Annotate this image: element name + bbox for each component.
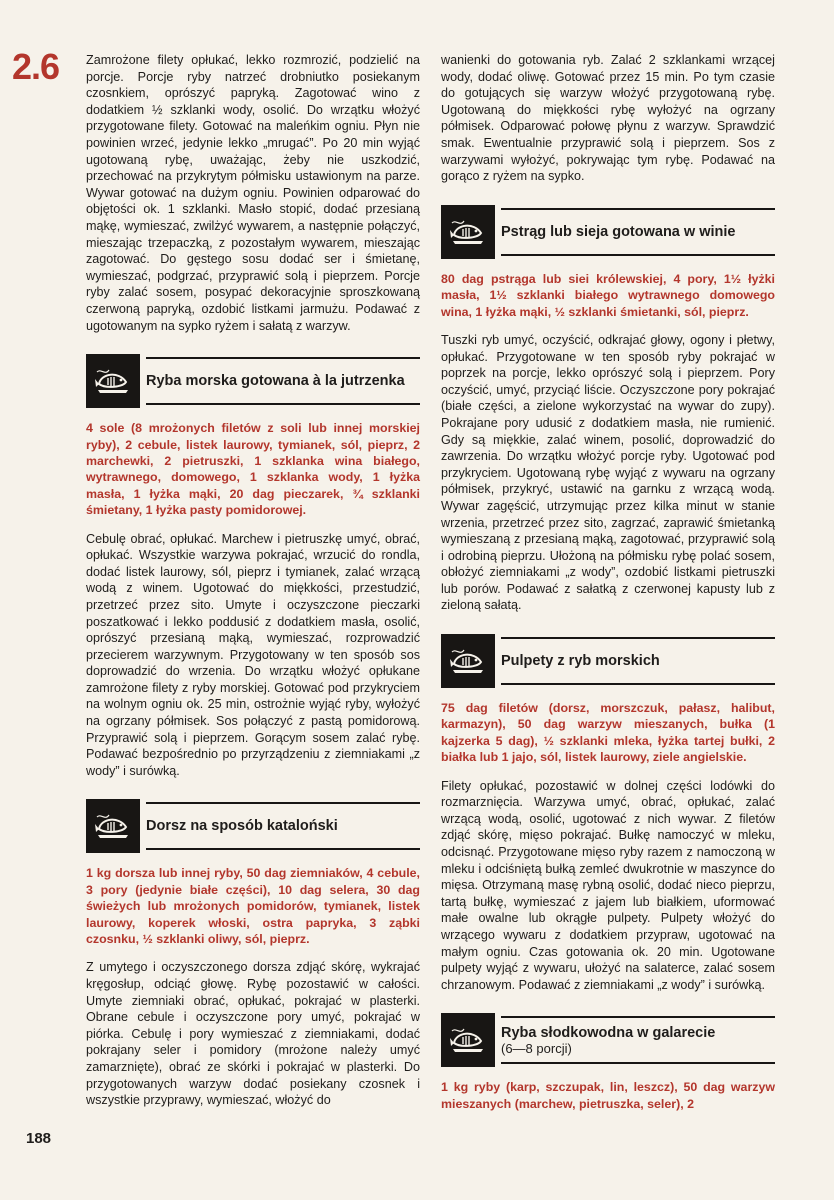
- recipe-header: [441, 205, 775, 259]
- recipe-subtitle: (6—8 porcji): [501, 1040, 572, 1056]
- recipe-title: Pstrąg lub sieja gotowana w winie: [501, 223, 736, 240]
- left-column: [86, 52, 420, 1109]
- fish-icon: [86, 354, 140, 408]
- recipe-title: Dorsz na sposób kataloński: [146, 818, 338, 835]
- right-column: [441, 52, 775, 1124]
- recipe-title: Pulpety z ryb morskich: [501, 653, 660, 670]
- recipe-ingredients: 4 sole (8 mrożonych filetów z soli lub innej morskiej ryby), 2 cebule, listek laurowy, tymianek, sól, pieprz, 2 marchewki, 2 pietruszki, 1 szklanka wina białego, wytrawnego, domowego, 1 szklanka wody, 1 łyżka masła, 1 łyżka mąki, 20 dag pieczarek, ¾ szklanki śmietany, 1 łyżka pasty pomidorowej.: [86, 421, 420, 518]
- intro-text: wanienki do gotowania ryb. Zalać 2 szklankami wrzącej wody, dodać oliwę. Gotować przez 15 min. Po tym czasie do gotujących się warzyw włożyć przygotowaną rybę. Ugotowaną do miękkości rybę wyłożyć na ogrzany półmisek. Odparować połowę płynu z warzyw. Sprawdzić smak. Ewentualnie przyprawić solą i pieprzem. Sos z warzywami wyłożyć, pokrywając tym rybę. Podawać na gorąco z ryżem na sypko.: [441, 53, 775, 184]
- recipe-pulpety: [441, 634, 775, 993]
- recipe-method: Z umytego i oczyszczonego dorsza zdjąć skórę, wykrajać kręgosłup, odciąć głowę. Rybę pozostawić w całości. Umyte ziemniaki obrać, opłukać, pokrajać w plasterki. Obrane cebule i oczyszczone pory umyć, pokrajać w piórka. Cebulę i pory wymieszać z ziemniakami, dodać pokrajany seler i pomidory (mrożone należy umyć zamarznięte), obrać ze skórki i pokrajać w plasterki. Do przygotowanych warzyw dodać posiekany czosnek i wszystkie przyprawy, wymieszać, włożyć do: [86, 960, 420, 1108]
- recipe-ingredients: 75 dag filetów (dorsz, morszczuk, pałasz, halibut, karmazyn), 50 dag warzyw mieszanych, bułka (1 kajzerka 5 dag), ½ szklanki mleka, łyżka tartej bułki, 2 białka lub 1 jajo, sól, listek laurowy, ziele angielskie.: [441, 701, 775, 765]
- recipe-header: [86, 799, 420, 853]
- section-number: 2.6: [12, 46, 60, 87]
- recipe-header: [441, 1013, 775, 1067]
- recipe-ryba-morska: [86, 354, 420, 779]
- fish-icon: [441, 634, 495, 688]
- recipe-ingredients: 1 kg ryby (karp, szczupak, lin, leszcz), 50 dag warzyw mieszanych (marchew, pietruszka, seler), 2: [441, 1080, 775, 1111]
- recipe-title: Ryba słodkowodna w galarecie: [501, 1024, 716, 1041]
- intro-text: Zamrożone filety opłukać, lekko rozmrozić, podzielić na porcje. Porcje ryby natrzeć drobniutko posiekanym czosnkiem, oprószyć papryką. Zagotować wino z dodatkiem ½ szklanki wody, osolić. Do wrzątku włożyć przygotowane filety. Gotować na maleńkim ogniu. Płyn nie powinien wrzeć, jedynie lekko „mrugać”. Po 20 min wyjąć ugotowaną rybę, uważając, żeby nie uszkodzić, przechować na przykrytym półmisku ustawionym na parze. Wywar gotować na dużym ogniu. Powinien odparować do objętości ok. 1 szklanki. Masło stopić, dodać przesianą mąkę, wymieszać, zwilżyć wywarem, a następnie połączyć, mieszając trzepaczką, z pozostałym wywarem, mieszając zagotować. Do gęstego sosu dodać ser i śmietanę, wymieszać, podgrzać, przyprawić solą i pieprzem. Porcje ryby zalać sosem, posypać dekoracyjnie sproszkowaną czerwoną papryką, ozdobić listkami jarmużu. Podawać z ugotowanym na sypko ryżem i sałatą z warzyw.: [86, 53, 420, 333]
- fish-icon: [86, 799, 140, 853]
- recipe-method: Tuszki ryb umyć, oczyścić, odkrajać głowy, ogony i płetwy, opłukać. Przygotowane w ten sposób ryby pokrajać w poprzek na porcje, lekko oprószyć solą i pieprzem. Pory oczyścić, umyć, przyciąć liście. Oczyszczone pory pokrajać (białe części, a zielone wykorzystać na wywar do zupy). Pokrajane pory udusić z dodatkiem masła, nie rumienić. Gdy są miękkie, zalać winem, posolić, doprowadzić do zawrzenia. Do wrzątku włożyć porcje ryby. Ugotować pod przykryciem. Ugotowaną rybę wyjąć z wywaru na ogrzany półmisek, przykryć, ustawić na garnku z wrzącą wodą. Wywar zagęścić, utrzymując przez kilka minut w stanie wrzenia, przetrzeć przez sito, zagrzać, zaprawić śmietanką wymieszaną z przesianą mąką, zagotować, przyprawić solą i odrobiną pieprzu. Ułożoną na półmisku rybę polać sosem, obłożyć ziemniakami „z wody”, ozdobić listkami pietruszki lub porów. Podawać z sałatką z czerwonej kapusty lub z zieloną sałatą.: [441, 332, 775, 613]
- recipe-dorsz: [86, 799, 420, 1108]
- recipe-pstrag: [441, 205, 775, 614]
- recipe-method: Cebulę obrać, opłukać. Marchew i pietruszkę umyć, obrać, opłukać. Wszystkie warzywa pokrajać, wrzucić do rondla, dodać listek laurowy, sól, pieprz i tymianek, zalać wrzącą wodą z winem. Ugotować do miękkości, przestudzić, przetrzeć przez sito. Umyte i oczyszczone pieczarki poszatkować i lekko poddusić z dodatkiem masła, osolić, oprószyć przesianą mąką, wymieszać, rozprowadzić przecierem warzywnym. Przygotowany w ten sposób sos doprowadzić do wrzenia. Do wrzątku włożyć opłukane zamrożone filety z ryby morskiej. Gotować pod przykryciem na wolnym ogniu ok. 25 min, ostrożnie wyjąć ryby, wyłożyć na ogrzany półmisek. Sos połączyć z pastą pomidorową. Przyprawić solą i pieprzem. Gorącym sosem zalać rybę. Podawać bezpośrednio po przyrządzeniu z ziemniakami „z wody” i surówką.: [86, 531, 420, 778]
- recipe-ingredients: 1 kg dorsza lub innej ryby, 50 dag ziemniaków, 4 cebule, 3 pory (jedynie białe części), 10 dag selera, 30 dag świeżych lub mrożonych pomidorów, tymianek, listek laurowy, koperek włoski, ostra papryka, 3 ząbki czosnku, ½ szklanki oliwy, sól, pieprz.: [86, 866, 420, 947]
- fish-icon: [441, 205, 495, 259]
- recipe-header: [86, 354, 420, 408]
- recipe-header: [441, 634, 775, 688]
- recipe-ingredients: 80 dag pstrąga lub siei królewskiej, 4 pory, 1½ łyżki masła, 1½ szklanki białego wytrawnego domowego wina, 1 łyżka mąki, ½ szklanki śmietanki, sól, pieprz.: [441, 271, 775, 319]
- page-number: 188: [26, 1130, 52, 1147]
- recipe-method: Filety opłukać, pozostawić w dolnej części lodówki do rozmarznięcia. Warzywa umyć, obrać, opłukać, zalać wrzącą wodą, osolić, ugotować z nich wywar. Z filetów zdjąć skórę, mięso pokrajać. Bułkę namoczyć w mleku, odcisnąć. Przygotowane mięso ryby razem z namoczoną w mleku i odciśniętą bułką zemleć dwukrotnie w maszynce do mięsa. Otrzymaną masę rybną osolić, dodać nieco pieprzu, tartą bułkę, wymieszać z jajem lub białkiem, uformować małe owalne lub okrągłe pulpety. Pulpety włożyć do wrzącego wywaru z dodatkiem przypraw, ugotować na małym ogniu. Czas gotowania ok. 20 min. Ugotowane pulpety wyjąć z wywaru, ułożyć na salaterce, zalać sosem chrzanowym. Podawać z ziemniakami „z wody” i surówką.: [441, 778, 775, 992]
- recipe-title: Ryba morska gotowana à la jutrzenka: [146, 373, 405, 390]
- recipe-ryba-slodkowodna: [441, 1013, 775, 1112]
- fish-icon: [441, 1013, 495, 1067]
